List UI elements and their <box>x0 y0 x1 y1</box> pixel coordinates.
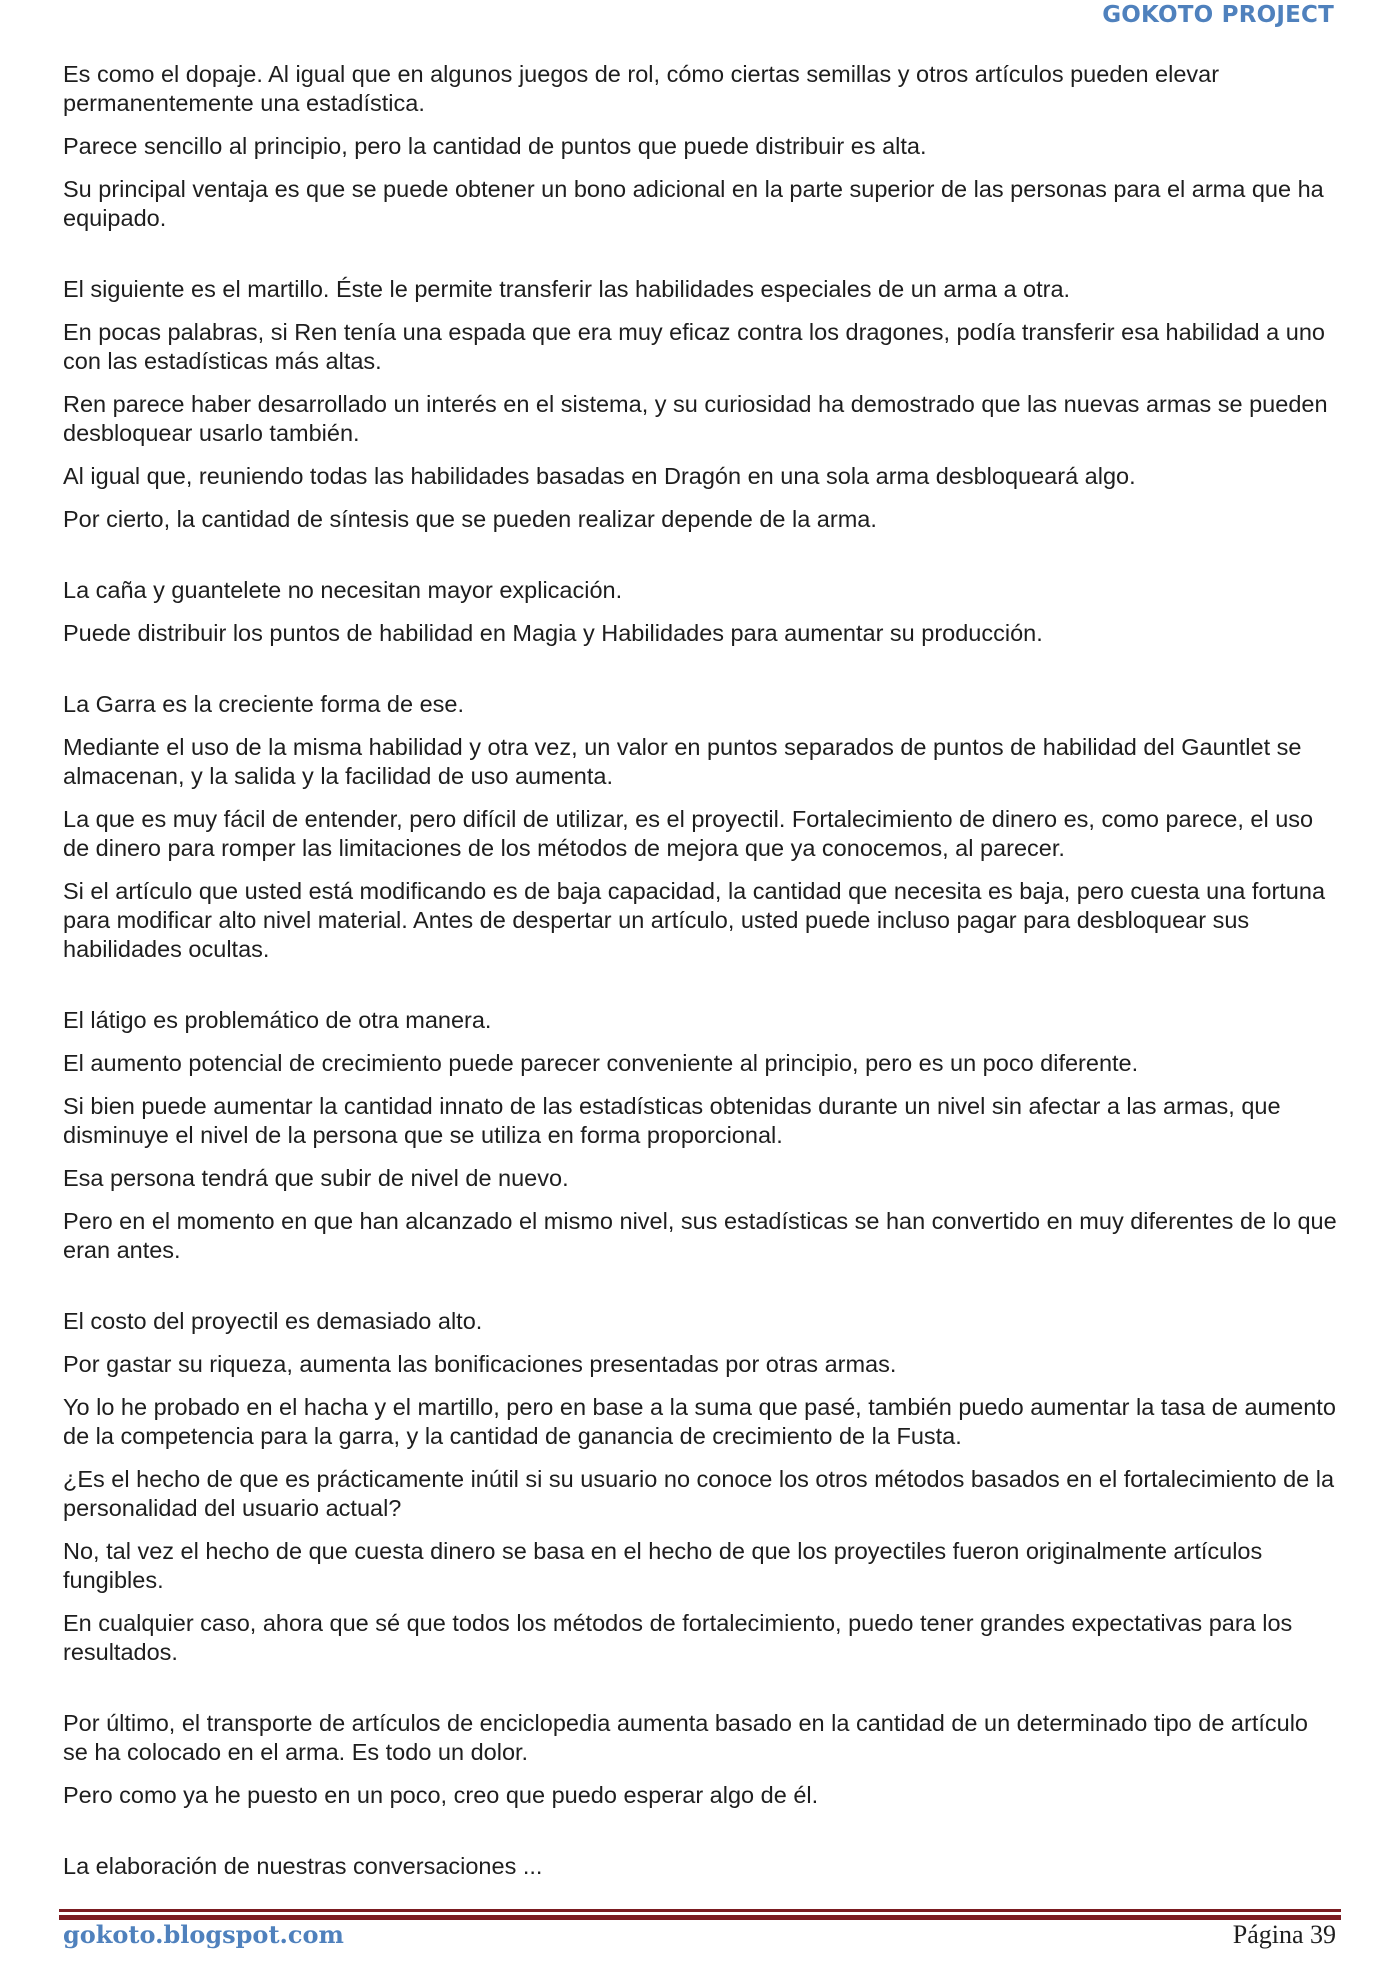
paragraph: En pocas palabras, si Ren tenía una espada que era muy eficaz contra los dragones, podía transferir esa habilidad a uno con las estadísticas más altas. <box>63 319 1325 374</box>
paragraph: Por último, el transporte de artículos de enciclopedia aumenta basado en la cantidad de un determinado tipo de artículo se ha colocado en el arma. Es todo un dolor. <box>63 1710 1308 1765</box>
paragraph: Por gastar su riqueza, aumenta las bonificaciones presentadas por otras armas. <box>63 1351 897 1377</box>
paragraph: Esa persona tendrá que subir de nivel de nuevo. <box>63 1165 569 1191</box>
paragraph: Si el artículo que usted está modificando es de baja capacidad, la cantidad que necesita es baja, pero cuesta una fortuna para modificar alto nivel material. Antes de despertar un artículo, usted puede incluso pagar para desbloquear sus habilidades ocultas. <box>63 878 1326 962</box>
document-body <box>63 60 1339 1895</box>
footer-url: gokoto.blogspot.com <box>63 1920 344 1949</box>
paragraph: La caña y guantelete no necesitan mayor explicación. <box>63 577 623 603</box>
page-number: Página 39 <box>1232 1920 1336 1949</box>
paragraph: No, tal vez el hecho de que cuesta dinero se basa en el hecho de que los proyectiles fueron originalmente artículos fungibles. <box>63 1538 1263 1593</box>
header-brand: GOKOTO PROJECT <box>1102 2 1334 28</box>
footer-divider <box>59 1909 1341 1920</box>
paragraph: El látigo es problemático de otra manera. <box>63 1007 492 1033</box>
paragraph: La elaboración de nuestras conversaciones ... <box>63 1853 543 1879</box>
paragraph: Al igual que, reuniendo todas las habilidades basadas en Dragón en una sola arma desbloqueará algo. <box>63 463 1136 489</box>
paragraph: La Garra es la creciente forma de ese. <box>63 691 465 717</box>
paragraph: Pero como ya he puesto en un poco, creo que puedo esperar algo de él. <box>63 1782 819 1808</box>
paragraph: Es como el dopaje. Al igual que en algunos juegos de rol, cómo ciertas semillas y otros artículos pueden elevar permanentemente una estadística. <box>63 61 1220 116</box>
paragraph: El siguiente es el martillo. Éste le permite transferir las habilidades especiales de un arma a otra. <box>63 276 1071 302</box>
paragraph: Pero en el momento en que han alcanzado el mismo nivel, sus estadísticas se han convertido en muy diferentes de lo que eran antes. <box>63 1208 1337 1263</box>
paragraph: En cualquier caso, ahora que sé que todos los métodos de fortalecimiento, puedo tener grandes expectativas para los resultados. <box>63 1610 1293 1665</box>
paragraph: Parece sencillo al principio, pero la cantidad de puntos que puede distribuir es alta. <box>63 133 927 159</box>
paragraph: ¿Es el hecho de que es prácticamente inútil si su usuario no conoce los otros métodos basados en el fortalecimiento de la personalidad del usuario actual? <box>63 1466 1335 1521</box>
paragraph: El aumento potencial de crecimiento puede parecer conveniente al principio, pero es un poco diferente. <box>63 1050 1139 1076</box>
paragraph: Ren parece haber desarrollado un interés en el sistema, y su curiosidad ha demostrado que las nuevas armas se pueden desbloquear usarlo también. <box>63 391 1328 446</box>
paragraph: El costo del proyectil es demasiado alto. <box>63 1308 483 1334</box>
paragraph: La que es muy fácil de entender, pero difícil de utilizar, es el proyectil. Fortalecimiento de dinero es, como parece, el uso de dinero para romper las limitaciones de los métodos de mejora que ya conocemos, al parecer. <box>63 806 1314 861</box>
paragraph: Si bien puede aumentar la cantidad innato de las estadísticas obtenidas durante un nivel sin afectar a las armas, que disminuye el nivel de la persona que se utiliza en forma proporcional. <box>63 1093 1281 1148</box>
paragraph: Puede distribuir los puntos de habilidad en Magia y Habilidades para aumentar su producción. <box>63 620 1043 646</box>
paragraph: Mediante el uso de la misma habilidad y otra vez, un valor en puntos separados de puntos de habilidad del Gauntlet se almacenan, y la salida y la facilidad de uso aumenta. <box>63 734 1302 789</box>
paragraph: Yo lo he probado en el hacha y el martillo, pero en base a la suma que pasé, también puedo aumentar la tasa de aumento de la competencia para la garra, y la cantidad de ganancia de crecimiento de la Fusta. <box>63 1394 1336 1449</box>
paragraph: Por cierto, la cantidad de síntesis que se pueden realizar depende de la arma. <box>63 506 877 532</box>
paragraph: Su principal ventaja es que se puede obtener un bono adicional en la parte superior de las personas para el arma que ha equipado. <box>63 176 1324 231</box>
